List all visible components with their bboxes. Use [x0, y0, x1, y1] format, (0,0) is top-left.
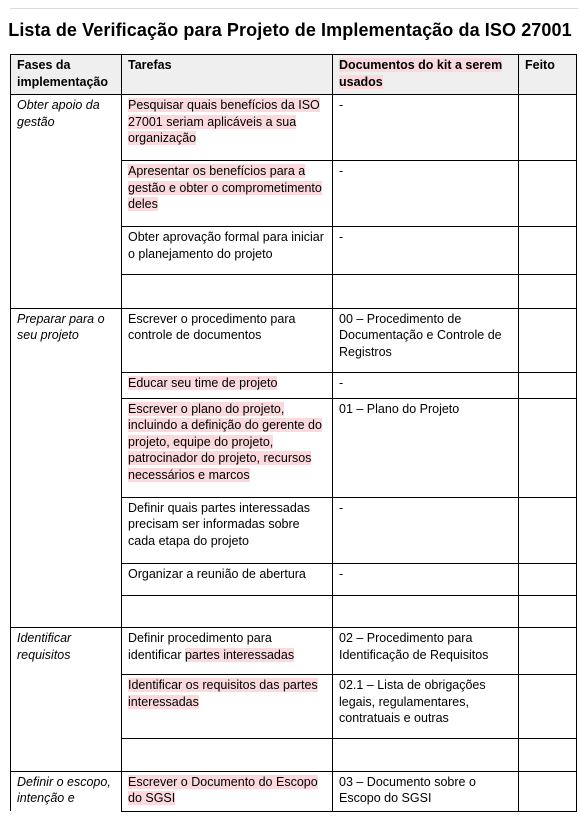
phase-cell-continued: [11, 161, 122, 227]
phase-cell-continued: [11, 372, 122, 398]
done-checkbox-cell[interactable]: [519, 739, 577, 772]
document-cell: -: [333, 227, 519, 275]
done-checkbox-cell[interactable]: [519, 771, 577, 811]
table-row: [11, 628, 577, 675]
phase-cell-continued: [11, 227, 122, 275]
phase-cell: Obter apoio da gestão: [11, 95, 122, 161]
header-documents-label: Documentos do kit a serem usados: [339, 58, 503, 89]
task-cell: [122, 595, 333, 628]
top-rule: [10, 8, 578, 9]
task-text-highlight: partes interessadas: [184, 647, 295, 662]
header-done: Feito: [519, 55, 577, 95]
done-checkbox-cell[interactable]: [519, 308, 577, 372]
document-cell: [333, 595, 519, 628]
done-checkbox-cell[interactable]: [519, 372, 577, 398]
done-checkbox-cell[interactable]: [519, 95, 577, 161]
done-checkbox-cell[interactable]: [519, 497, 577, 563]
task-cell: [122, 628, 333, 675]
phase-cell-continued: [11, 563, 122, 595]
task-text: Pesquisar quais benefícios da ISO 27001 seriam aplicáveis a sua organização: [128, 98, 320, 145]
task-cell: Obter aprovação formal para iniciar o planejamento do projeto: [122, 227, 333, 275]
done-checkbox-cell[interactable]: [519, 675, 577, 739]
table-row: [11, 308, 577, 372]
table-row: [11, 95, 577, 161]
phase-cell-continued: [11, 675, 122, 739]
table-row: [11, 372, 577, 398]
document-cell: -: [333, 95, 519, 161]
document-cell: 03 – Documento sobre o Escopo do SGSI: [333, 771, 519, 811]
task-text: Educar seu time de projeto: [128, 375, 278, 390]
document-cell: -: [333, 497, 519, 563]
document-title: Lista de Verificação para Projeto de Implementação da ISO 27001: [8, 20, 572, 40]
header-documents: [333, 55, 519, 95]
phase-cell-continued: [11, 497, 122, 563]
task-cell: [122, 372, 333, 398]
document-cell: [333, 275, 519, 309]
phase-cell-continued: [11, 739, 122, 772]
done-checkbox-cell[interactable]: [519, 275, 577, 309]
task-cell: [122, 398, 333, 497]
phase-cell-continued: [11, 595, 122, 628]
done-checkbox-cell[interactable]: [519, 398, 577, 497]
phase-cell: Preparar para o seu projeto: [11, 308, 122, 372]
table-row-empty: [11, 739, 577, 772]
header-tasks: Tarefas: [122, 55, 333, 95]
task-cell: [122, 771, 333, 811]
task-cell: Definir quais partes interessadas precisam ser informadas sobre cada etapa do projeto: [122, 497, 333, 563]
task-cell: [122, 739, 333, 772]
task-text: Definir procedimento para identificar: [128, 631, 272, 662]
table-row: [11, 398, 577, 497]
table-row: [11, 563, 577, 595]
task-text: Escrever o plano do projeto, incluindo a definição do gerente do projeto, equipe do projeto, patrocinador do projeto, recursos necessários e marcos: [128, 401, 322, 482]
document-cell: 01 – Plano do Projeto: [333, 398, 519, 497]
document-cell: -: [333, 563, 519, 595]
done-checkbox-cell[interactable]: [519, 563, 577, 595]
document-cell: 02 – Procedimento para Identificação de Requisitos: [333, 628, 519, 675]
phase-cell-continued: [11, 398, 122, 497]
task-cell: Organizar a reunião de abertura: [122, 563, 333, 595]
document-cell: 00 – Procedimento de Documentação e Controle de Registros: [333, 308, 519, 372]
done-checkbox-cell[interactable]: [519, 595, 577, 628]
table-row: [11, 675, 577, 739]
document-cell: [333, 739, 519, 772]
task-text: Identificar os requisitos das partes interessadas: [128, 678, 318, 709]
done-checkbox-cell[interactable]: [519, 227, 577, 275]
task-cell: [122, 675, 333, 739]
document-cell: 02.1 – Lista de obrigações legais, regulamentares, contratuais e outras: [333, 675, 519, 739]
task-cell: [122, 161, 333, 227]
task-cell: Escrever o procedimento para controle de documentos: [122, 308, 333, 372]
phase-cell: Identificar requisitos: [11, 628, 122, 675]
header-phases: Fases da implementação: [11, 55, 122, 95]
phase-cell-continued: [11, 275, 122, 309]
task-cell: [122, 95, 333, 161]
table-header-row: [11, 55, 577, 95]
done-checkbox-cell[interactable]: [519, 628, 577, 675]
table-row-empty: [11, 275, 577, 309]
task-text: Apresentar os benefícios para a gestão e obter o comprometimento deles: [128, 164, 322, 211]
table-row: [11, 161, 577, 227]
table-row: [11, 497, 577, 563]
done-checkbox-cell[interactable]: [519, 161, 577, 227]
table-row: [11, 771, 577, 811]
task-cell: [122, 275, 333, 309]
document-cell: -: [333, 372, 519, 398]
table-row: [11, 227, 577, 275]
phase-cell: Definir o escopo, intenção e: [11, 771, 122, 811]
task-text: Escrever o Documento do Escopo do SGSI: [128, 774, 318, 805]
table-row-empty: [11, 595, 577, 628]
checklist-table: [10, 54, 577, 812]
document-cell: -: [333, 161, 519, 227]
